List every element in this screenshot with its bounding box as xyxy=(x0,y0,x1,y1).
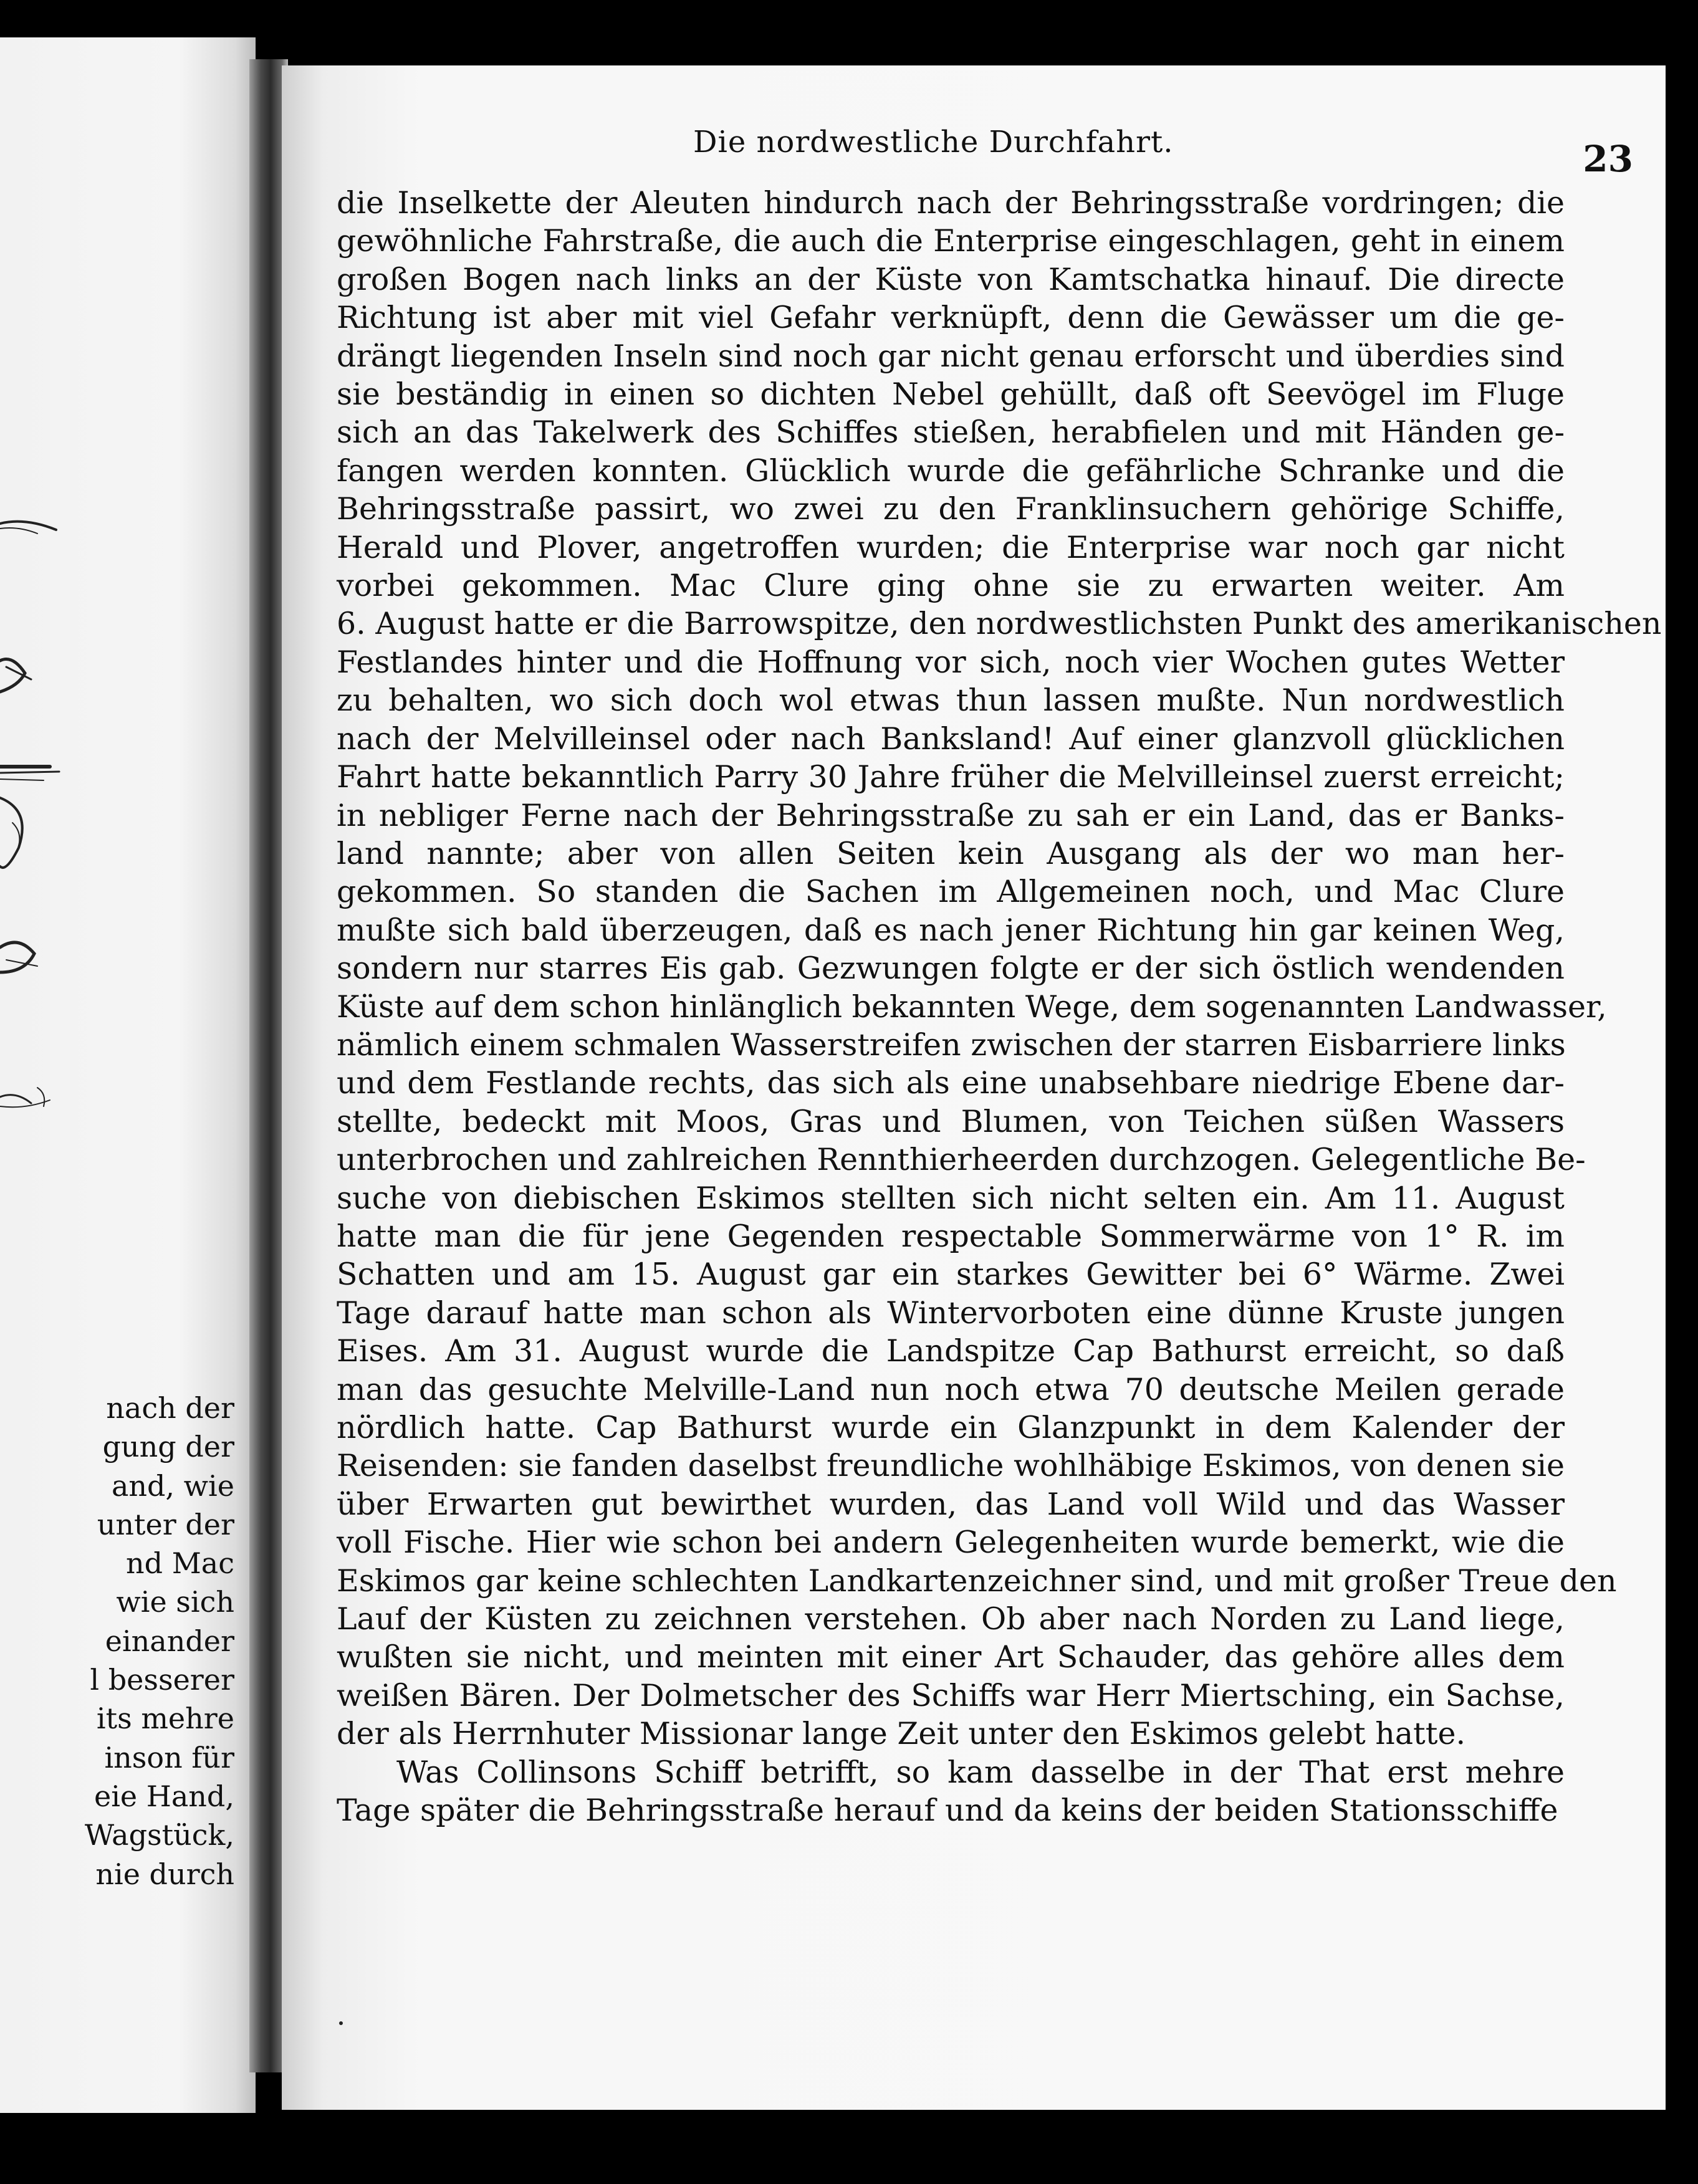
text-line: sie beständig in einen so dichten Nebel gehüllt, daß oft Seevögel im Fluge xyxy=(337,376,1565,413)
text-line: Tage später die Behringsstraße herauf und da keins der beiden Stationsschiffe xyxy=(337,1793,1558,1829)
text-line: Küste auf dem schon hinlänglich bekannten Wege, dem sogenannten Landwasser, xyxy=(337,989,1607,1025)
previous-page-line: gung der xyxy=(102,1430,234,1464)
text-line: nämlich einem schmalen Wasserstreifen zwischen der starren Eisbarriere links xyxy=(337,1027,1566,1063)
running-header: Die nordwestliche Durchfahrt. xyxy=(693,125,1174,160)
text-line: und dem Festlande rechts, das sich als eine unabsehbare niedrige Ebene dar- xyxy=(337,1065,1565,1101)
text-line: sich an das Takelwerk des Schiffes stießen, herabfielen und mit Händen ge- xyxy=(337,414,1565,451)
text-line: voll Fische. Hier wie schon bei andern Gelegenheiten wurde bemerkt, wie die xyxy=(337,1525,1565,1561)
paragraph xyxy=(337,184,1662,1753)
text-line: wußten sie nicht, und meinten mit einer Art Schauder, das gehöre alles dem xyxy=(337,1639,1565,1675)
text-line: Tage darauf hatte man schon als Wintervorboten eine dünne Kruste jungen xyxy=(337,1295,1565,1331)
text-line: zu behalten, wo sich doch wol etwas thun lassen mußte. Nun nordwestlich xyxy=(337,682,1565,719)
text-line: großen Bogen nach links an der Küste von Kamtschatka hinauf. Die directe xyxy=(337,261,1565,297)
text-line: sondern nur starres Eis gab. Gezwungen folgte er der sich östlich wendenden xyxy=(337,951,1565,987)
text-line: der als Herrnhuter Missionar lange Zeit unter den Eskimos gelebt hatte. xyxy=(337,1716,1466,1752)
text-line: Festlandes hinter und die Hoffnung vor sich, noch vier Wochen gutes Wetter xyxy=(337,644,1565,680)
text-line: Fahrt hatte bekanntlich Parry 30 Jahre früher die Melvilleinsel zuerst erreicht; xyxy=(337,759,1565,795)
text-line: Eskimos gar keine schlechten Landkartenzeichner sind, und mit großer Treue den xyxy=(337,1563,1617,1599)
paragraph xyxy=(337,1753,1565,1830)
text-line: Behringsstraße passirt, wo zwei zu den Franklinsuchern gehörige Schiffe, xyxy=(337,491,1565,527)
text-line: fangen werden konnten. Glücklich wurde die gefährliche Schranke und die xyxy=(337,453,1565,489)
previous-page-line: l besserer xyxy=(90,1663,234,1697)
previous-page-fragment xyxy=(0,37,256,2113)
text-line: man das gesuchte Melville-Land nun noch etwa 70 deutsche Meilen gerade xyxy=(337,1371,1565,1407)
text-line: Schatten und am 15. August gar ein starkes Gewitter bei 6° Wärme. Zwei xyxy=(337,1257,1565,1293)
text-line: Richtung ist aber mit viel Gefahr verknüpft, denn die Gewässer um die ge- xyxy=(337,300,1565,336)
text-line: vorbei gekommen. Mac Clure ging ohne sie zu erwarten weiter. Am xyxy=(337,568,1565,604)
previous-page-text-lines xyxy=(85,1389,234,1894)
previous-page-line: einander xyxy=(105,1624,234,1658)
text-line: in nebliger Ferne nach der Behringsstraße zu sah er ein Land, das er Banks- xyxy=(337,797,1565,833)
text-line: mußte sich bald überzeugen, daß es nach jener Richtung hin gar keinen Weg, xyxy=(337,912,1565,948)
text-line: Lauf der Küsten zu zeichnen verstehen. Ob aber nach Norden zu Land liege, xyxy=(337,1601,1565,1637)
text-line: Eises. Am 31. August wurde die Landspitze Cap Bathurst erreicht, so daß xyxy=(337,1333,1565,1369)
previous-page-line: and, wie xyxy=(111,1468,234,1503)
text-line: stellte, bedeckt mit Moos, Gras und Blumen, von Teichen süßen Wassers xyxy=(337,1103,1565,1139)
previous-page-line: nd Mac xyxy=(126,1546,234,1581)
body-text xyxy=(337,184,1662,1829)
text-line: nördlich hatte. Cap Bathurst wurde ein Glanzpunkt in dem Kalender der xyxy=(337,1410,1565,1445)
previous-page-line: wie sich xyxy=(116,1585,234,1619)
text-line: land nannte; aber von allen Seiten kein Ausgang als der wo man her- xyxy=(337,835,1565,871)
previous-page-line: Wagstück, xyxy=(84,1818,234,1852)
previous-page-line: nach der xyxy=(106,1391,234,1425)
previous-page-line: inson für xyxy=(104,1740,234,1775)
text-line: Reisenden: sie fanden daselbst freundliche wohlhäbige Eskimos, von denen sie xyxy=(337,1448,1565,1484)
previous-page-line: nie durch xyxy=(95,1857,234,1891)
current-page xyxy=(282,65,1666,2110)
previous-page-line: eie Hand, xyxy=(94,1779,234,1813)
engraving-illustration-fragment xyxy=(0,474,75,1159)
ink-speck xyxy=(339,2021,343,2025)
text-line: über Erwarten gut bewirthet wurden, das Land voll Wild und das Wasser xyxy=(337,1486,1565,1522)
text-line: hatte man die für jene Gegenden respectable Sommerwärme von 1° R. im xyxy=(337,1218,1565,1254)
text-line: Herald und Plover, angetroffen wurden; die Enterprise war noch gar nicht xyxy=(337,529,1565,565)
text-line: drängt liegenden Inseln sind noch gar nicht genau erforscht und überdies sind xyxy=(337,338,1565,374)
previous-page-line: unter der xyxy=(97,1507,234,1541)
text-line: nach der Melvilleinsel oder nach Banksland! Auf einer glanzvoll glücklichen xyxy=(337,721,1565,757)
text-line: suche von diebischen Eskimos stellten sich nicht selten ein. Am 11. August xyxy=(337,1180,1565,1216)
text-line: gekommen. So standen die Sachen im Allgemeinen noch, und Mac Clure xyxy=(337,874,1565,910)
text-line: Was Collinsons Schiff betrifft, so kam dasselbe in der That erst mehre xyxy=(396,1754,1565,1790)
text-line: gewöhnliche Fahrstraße, die auch die Enterprise eingeschlagen, geht in einem xyxy=(337,223,1565,259)
text-line: die Inselkette der Aleuten hindurch nach der Behringsstraße vordringen; die xyxy=(337,185,1565,221)
text-line: 6. August hatte er die Barrowspitze, den nordwestlichsten Punkt des amerikanischen xyxy=(337,606,1662,642)
previous-page-line: its mehre xyxy=(96,1702,234,1736)
text-line: weißen Bären. Der Dolmetscher des Schiffs war Herr Miertsching, ein Sachse, xyxy=(337,1677,1565,1713)
page-number: 23 xyxy=(1583,138,1633,180)
text-line: unterbrochen und zahlreichen Rennthierheerden durchzogen. Gelegentliche Be- xyxy=(337,1142,1586,1178)
